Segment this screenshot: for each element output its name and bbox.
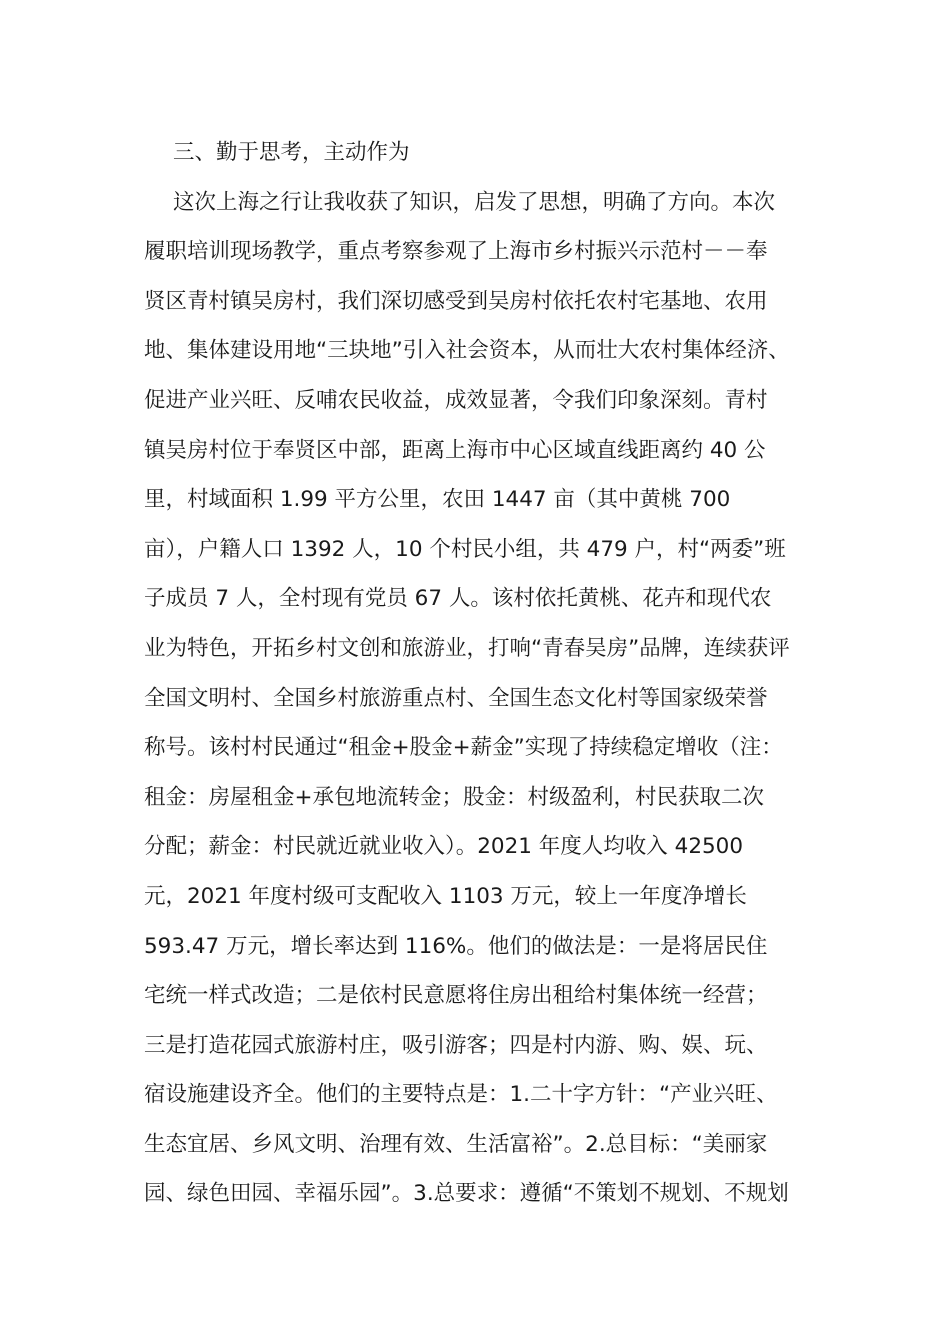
paragraph-line: 称号。该村村民通过“租金+股金+薪金”实现了持续稳定增收（注：	[144, 735, 783, 761]
paragraph-line: 生态宜居、乡风文明、治理有效、生活富裕”。2.总目标：“美丽家	[144, 1131, 768, 1157]
paragraph-line: 贤区青村镇吴房村，我们深切感受到吴房村依托农村宅基地、农用	[144, 288, 768, 314]
paragraph-line: 子成员 7 人，全村现有党员 67 人。该村依托黄桃、花卉和现代农	[144, 586, 772, 612]
paragraph-line: 全国文明村、全国乡村旅游重点村、全国生态文化村等国家级荣誉	[144, 685, 768, 711]
paragraph-line: 里，村域面积 1.99 平方公里，农田 1447 亩（其中黄桃 700	[144, 487, 731, 513]
section-heading: 三、勤于思考，主动作为	[173, 140, 410, 165]
paragraph-line: 分配；薪金：村民就近就业收入）。2021 年度人均收入 42500	[144, 834, 744, 860]
paragraph-line: 593.47 万元，增长率达到 116%。他们的做法是：一是将居民住	[144, 933, 768, 959]
paragraph-line: 镇吴房村位于奉贤区中部，距离上海市中心区域直线距离约 40 公	[144, 437, 766, 463]
paragraph-line: 宿设施建设齐全。他们的主要特点是：1.二十字方针：“产业兴旺、	[144, 1082, 778, 1108]
paragraph-line: 地、集体建设用地“三块地”引入社会资本，从而壮大农村集体经济、	[144, 338, 790, 364]
paragraph-line: 元，2021 年度村级可支配收入 1103 万元，较上一年度净增长	[144, 883, 747, 909]
paragraph-line: 三是打造花园式旅游村庄，吸引游客；四是村内游、购、娱、玩、	[144, 1032, 768, 1058]
body-text	[144, 128, 824, 1219]
paragraph-line: 宅统一样式改造；二是依村民意愿将住房出租给村集体统一经营；	[144, 983, 768, 1009]
paragraph-line: 亩），户籍人口 1392 人，10 个村民小组，共 479 户，村“两委”班	[144, 536, 786, 562]
paragraph-line: 业为特色，开拓乡村文创和旅游业，打响“青春吴房”品牌，连续获评	[144, 635, 790, 661]
paragraph-line: 促进产业兴旺、反哺农民收益，成效显著，令我们印象深刻。青村	[144, 387, 768, 413]
paragraph-line: 这次上海之行让我收获了知识，启发了思想，明确了方向。本次	[173, 189, 776, 215]
paragraph-line: 租金：房屋租金+承包地流转金；股金：村级盈利，村民获取二次	[144, 784, 765, 810]
paragraph-line: 园、绿色田园、幸福乐园”。3.总要求：遵循“不策划不规划、不规划	[144, 1181, 789, 1207]
paragraph-line: 履职培训现场教学，重点考察参观了上海市乡村振兴示范村－－奉	[144, 239, 768, 265]
